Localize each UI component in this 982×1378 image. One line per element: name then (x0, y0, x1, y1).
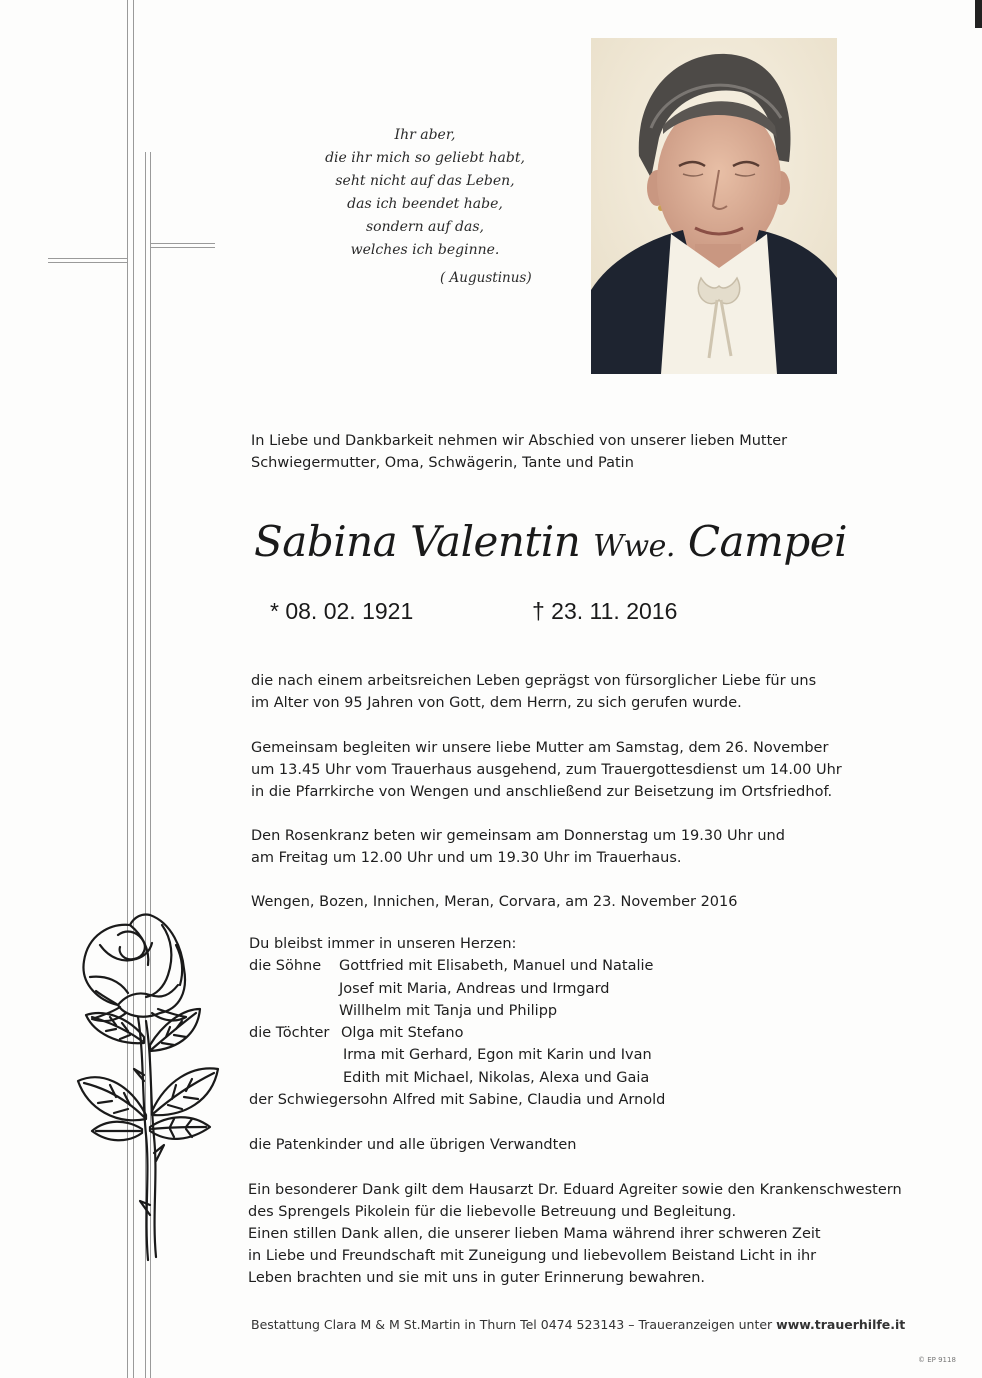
quote-block (290, 124, 560, 262)
other-relatives: die Patenkinder und alle übrigen Verwandten (249, 1137, 577, 1153)
intro-text (251, 430, 891, 474)
paragraph-line: Gemeinsam begleiten wir unsere liebe Mutter am Samstag, dem 26. November (251, 740, 829, 756)
print-code: © EP 9118 (918, 1356, 956, 1364)
family-role: die Töchter (249, 1025, 330, 1042)
quote-line: sondern auf das, (366, 219, 484, 235)
married-name: Campei (687, 517, 848, 566)
family-row (249, 1089, 909, 1111)
life-paragraph (251, 670, 911, 714)
scan-edge-mark (975, 0, 982, 28)
family-names: Gottfried mit Elisabeth, Manuel und Natalie (339, 958, 654, 975)
rose-icon (70, 905, 240, 1265)
family-names: Josef mit Maria, Andreas und Irmgard (339, 980, 610, 997)
footer-url[interactable]: www.trauerhilfe.it (776, 1317, 906, 1332)
family-role (249, 1044, 343, 1066)
thanks-paragraph (248, 1179, 928, 1289)
family-role: die Söhne (249, 958, 322, 975)
deceased-name (254, 517, 847, 566)
quote-author: ( Augustinus) (440, 270, 532, 286)
family-names: Willhelm mit Tanja und Philipp (339, 1002, 558, 1019)
family-role (249, 1067, 343, 1089)
family-role: der Schwiegersohn (249, 1092, 388, 1109)
rosary-paragraph (251, 825, 911, 869)
funeral-paragraph (251, 737, 911, 803)
family-row (249, 1022, 909, 1044)
paragraph-line: Leben brachten und sie mit uns in guter Erinnerung bewahren. (248, 1270, 706, 1286)
intro-line: In Liebe und Dankbarkeit nehmen wir Abschied von unserer lieben Mutter (251, 433, 788, 449)
family-names: Olga mit Stefano (341, 1025, 464, 1042)
intro-line: Schwiegermutter, Oma, Schwägerin, Tante und Patin (251, 455, 634, 471)
family-row (249, 1000, 909, 1022)
family-names: Alfred mit Sabine, Claudia und Arnold (392, 1092, 666, 1109)
paragraph-line: in die Pfarrkirche von Wengen und anschließend zur Beisetzung im Ortsfriedhof. (251, 784, 833, 800)
paragraph-line: im Alter von 95 Jahren von Gott, dem Herrn, zu sich gerufen wurde. (251, 695, 742, 711)
paragraph-line: in Liebe und Freundschaft mit Zuneigung und liebevollem Beistand Licht in ihr (248, 1248, 817, 1264)
footer-text: Bestattung Clara M & M St.Martin in Thurn Tel 0474 523143 – Traueranzeigen unter (251, 1317, 777, 1332)
footer (251, 1317, 951, 1332)
quote-line: welches ich beginne. (350, 242, 500, 258)
paragraph-line: Ein besonderer Dank gilt dem Hausarzt Dr. Eduard Agreiter sowie den Krankenschwestern (248, 1182, 902, 1198)
death-date: † 23. 11. 2016 (532, 598, 678, 624)
family-row (249, 978, 909, 1000)
family-names: Edith mit Michael, Nikolas, Alexa und Gaia (343, 1069, 650, 1086)
widow-abbreviation: Wwe. (593, 529, 675, 564)
quote-line: das ich beendet habe, (347, 196, 503, 212)
family-row (249, 1067, 909, 1089)
family-list (249, 933, 909, 1111)
portrait-illustration (591, 38, 837, 374)
portrait-photo (591, 38, 837, 374)
birth-date: * 08. 02. 1921 (270, 598, 414, 624)
paragraph-line: die nach einem arbeitsreichen Leben geprägst von fürsorglicher Liebe für uns (251, 673, 817, 689)
paragraph-line: Einen stillen Dank allen, die unserer lieben Mama während ihrer schweren Zeit (248, 1226, 821, 1242)
paragraph-line: des Sprengels Pikolein für die liebevolle Betreuung und Begleitung. (248, 1204, 737, 1220)
quote-line: seht nicht auf das Leben, (335, 173, 515, 189)
given-name: Sabina Valentin (254, 517, 581, 566)
family-heading: Du bleibst immer in unseren Herzen: (249, 936, 517, 952)
paragraph-line: am Freitag um 12.00 Uhr und um 19.30 Uhr im Trauerhaus. (251, 850, 682, 866)
quote-line: die ihr mich so geliebt habt, (325, 150, 525, 166)
place-date: Wengen, Bozen, Innichen, Meran, Corvara, am 23. November 2016 (251, 894, 738, 910)
family-role (249, 978, 339, 1000)
paragraph-line: um 13.45 Uhr vom Trauerhaus ausgehend, zum Trauergottesdienst um 14.00 Uhr (251, 762, 842, 778)
quote-line: Ihr aber, (394, 127, 456, 143)
paragraph-line: Den Rosenkranz beten wir gemeinsam am Donnerstag um 19.30 Uhr und (251, 828, 785, 844)
family-role (249, 1000, 339, 1022)
family-names: Irma mit Gerhard, Egon mit Karin und Ivan (343, 1047, 652, 1064)
family-row (249, 1044, 909, 1066)
family-row (249, 955, 909, 977)
